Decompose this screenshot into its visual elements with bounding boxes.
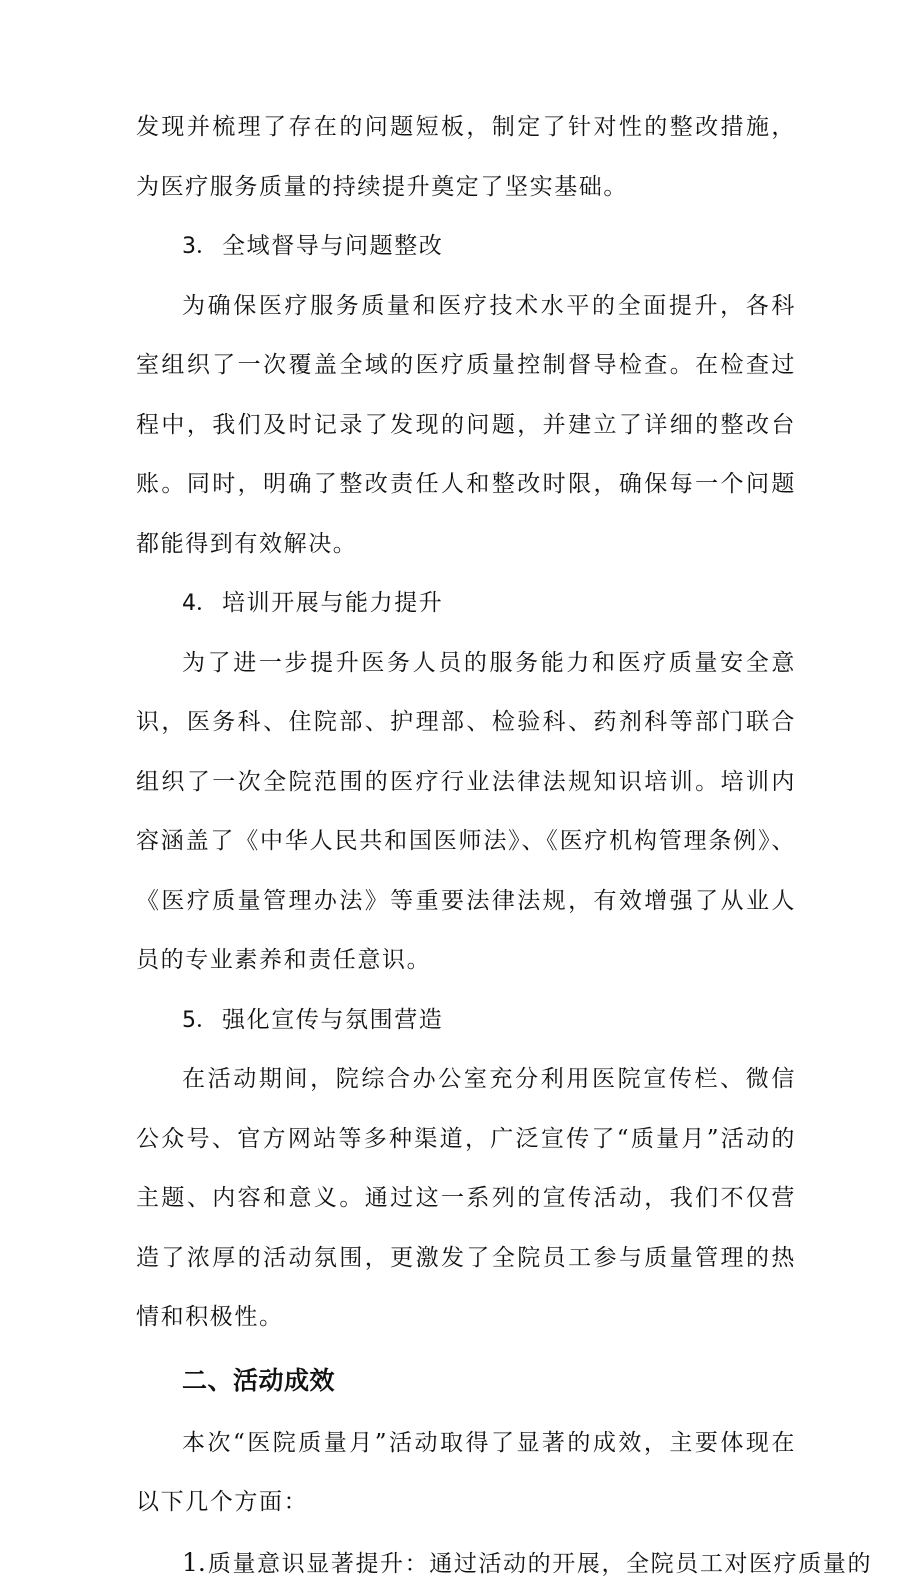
- item-3-number: 3．: [182, 234, 218, 259]
- item-3-title: 全域督导与问题整改: [222, 233, 443, 259]
- item-5-heading: [136, 991, 796, 1051]
- item-4-body: 为了进一步提升医务人员的服务能力和医疗质量安全意识，医务科、住院部、护理部、检验科、药剂科等部门联合组织了一次全院范围的医疗行业法律法规知识培训。培训内容涵盖了《中华人民共和国医师法》、《医疗机构管理条例》、《医疗质量管理办法》等重要法律法规，有效增强了从业人员的专业素养和责任意识。: [136, 634, 796, 991]
- item-4-title: 培训开展与能力提升: [222, 590, 443, 616]
- item-3-body: 为确保医疗服务质量和医疗技术水平的全面提升，各科室组织了一次覆盖全域的医疗质量控制督导检查。在检查过程中，我们及时记录了发现的问题，并建立了详细的整改台账。同时，明确了整改责任人和整改时限，确保每一个问题都能得到有效解决。: [136, 277, 796, 575]
- item-4-number: 4．: [182, 591, 218, 616]
- item-5-title: 强化宣传与氛围营造: [222, 1007, 443, 1033]
- section-2-heading: 二、活动成效: [136, 1348, 796, 1414]
- section-2-point-1: [136, 1533, 796, 1594]
- document-page: [136, 98, 796, 1594]
- item-5-body: 在活动期间，院综合办公室充分利用医院宣传栏、微信公众号、官方网站等多种渠道，广泛宣传了“质量月”活动的主题、内容和意义。通过这一系列的宣传活动，我们不仅营造了浓厚的活动氛围，更激发了全院员工参与质量管理的热情和积极性。: [136, 1050, 796, 1348]
- point-1-number: 1.: [182, 1548, 206, 1577]
- section-2-intro: 本次“医院质量月”活动取得了显著的成效，主要体现在以下几个方面：: [136, 1414, 796, 1533]
- item-3-heading: [136, 217, 796, 277]
- item-5-number: 5．: [182, 1008, 218, 1033]
- point-1-text: 质量意识显著提升：通过活动的开展，全院员工对医疗质量的: [208, 1551, 872, 1577]
- intro-paragraph: 发现并梳理了存在的问题短板，制定了针对性的整改措施，为医疗服务质量的持续提升奠定了坚实基础。: [136, 98, 796, 217]
- item-4-heading: [136, 574, 796, 634]
